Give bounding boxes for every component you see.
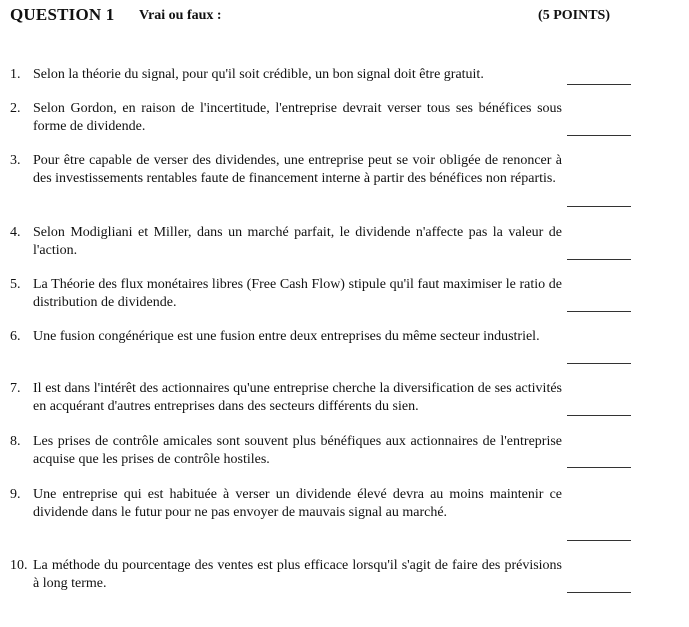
question-text: Selon Gordon, en raison de l'incertitude, l'entreprise devrait verser tous ses bénéfices sous forme de dividende. (33, 101, 562, 134)
question-text: Il est dans l'intérêt des actionnaires qu'une entreprise cherche la diversification de ses activités en acquérant d'autres entreprises dans des secteurs différents du sien. (33, 381, 562, 414)
question-text: Selon Modigliani et Miller, dans un marché parfait, le dividende n'affecte pas la valeur de l'action. (33, 225, 562, 258)
question-item-2 (10, 100, 562, 136)
question-item-8 (10, 433, 562, 469)
answer-blank-2[interactable] (567, 135, 631, 136)
question-item-9 (10, 486, 562, 522)
answer-blank-8[interactable] (567, 467, 631, 468)
question-number: 6. (10, 329, 21, 344)
answer-blank-4[interactable] (567, 259, 631, 260)
answer-blank-7[interactable] (567, 415, 631, 416)
question-text: Une fusion congénérique est une fusion entre deux entreprises du même secteur industriel. (33, 329, 540, 344)
question-text: Les prises de contrôle amicales sont souvent plus bénéfiques aux actionnaires de l'entreprise acquise que les prises de contrôle hostiles. (33, 434, 562, 467)
question-text: Pour être capable de verser des dividendes, une entreprise peut se voir obligée de renoncer à des investissements rentables faute de financement interne à partir des bénéfices non répartis. (33, 153, 562, 186)
question-title: QUESTION 1 (10, 5, 115, 24)
question-item-10 (10, 557, 562, 593)
question-number: 8. (10, 434, 21, 449)
question-number: 2. (10, 101, 21, 116)
question-number: 9. (10, 487, 21, 502)
question-number: 1. (10, 67, 21, 82)
question-number: 5. (10, 277, 21, 292)
answer-blank-10[interactable] (567, 592, 631, 593)
question-header (10, 5, 610, 27)
question-item-7 (10, 380, 562, 416)
answer-blank-3[interactable] (567, 206, 631, 207)
question-number: 10. (10, 558, 28, 573)
answer-blank-5[interactable] (567, 311, 631, 312)
question-item-1 (10, 66, 562, 84)
question-text: Une entreprise qui est habituée à verser un dividende élevé devra au moins maintenir ce dividende dans le futur pour ne pas envoyer de mauvais signal au marché. (33, 487, 562, 520)
question-item-6 (10, 328, 562, 346)
question-number: 7. (10, 381, 21, 396)
question-item-5 (10, 276, 562, 312)
answer-blank-6[interactable] (567, 363, 631, 364)
question-text: Selon la théorie du signal, pour qu'il soit crédible, un bon signal doit être gratuit. (33, 67, 484, 82)
answer-blank-1[interactable] (567, 84, 631, 85)
question-item-3 (10, 152, 562, 188)
answer-blank-9[interactable] (567, 540, 631, 541)
question-item-4 (10, 224, 562, 260)
question-number: 4. (10, 225, 21, 240)
question-subtitle: Vrai ou faux : (139, 8, 222, 23)
question-text: La Théorie des flux monétaires libres (Free Cash Flow) stipule qu'il faut maximiser le ratio de distribution de dividende. (33, 277, 562, 310)
question-number: 3. (10, 153, 21, 168)
question-text: La méthode du pourcentage des ventes est plus efficace lorsqu'il s'agit de faire des prévisions à long terme. (33, 558, 562, 591)
question-points: (5 POINTS) (538, 8, 610, 23)
